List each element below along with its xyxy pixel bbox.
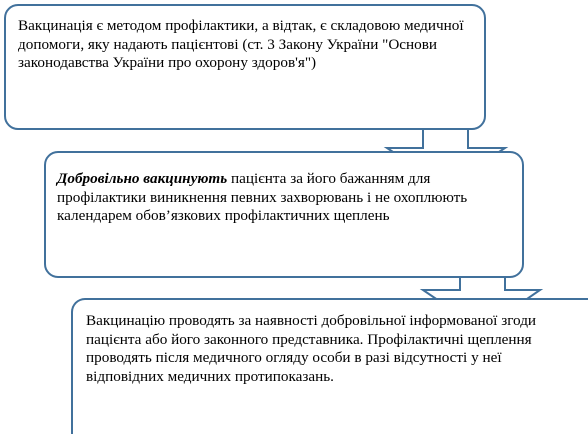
box-2-emphasis: Добровільно вакцинують [57, 170, 228, 187]
box-3-text: Вакцинацію проводять за наявності добровільної інформованої згоди пацієнта або його законного представника. Профілактичні щеплення проводять після медичного огляду особи в разі відсутності у неї відповідних медичних протипоказань. [86, 312, 537, 385]
diagram-box-1 [4, 4, 486, 130]
diagram-box-2 [44, 151, 524, 278]
box-2-text: пацієнта за його бажанням для профілактики виникнення певних захворювань і не охоплюють календарем обов’язкових профілактичних щеплень [57, 170, 468, 224]
box-1-text: Вакцинація є методом профілактики, а відтак, є складовою медичної допомоги, яку надають пацієнтові (ст. 3 Закону України "Основи законодавства України про охорону здоров'я") [18, 17, 464, 71]
diagram-box-3 [71, 298, 588, 434]
